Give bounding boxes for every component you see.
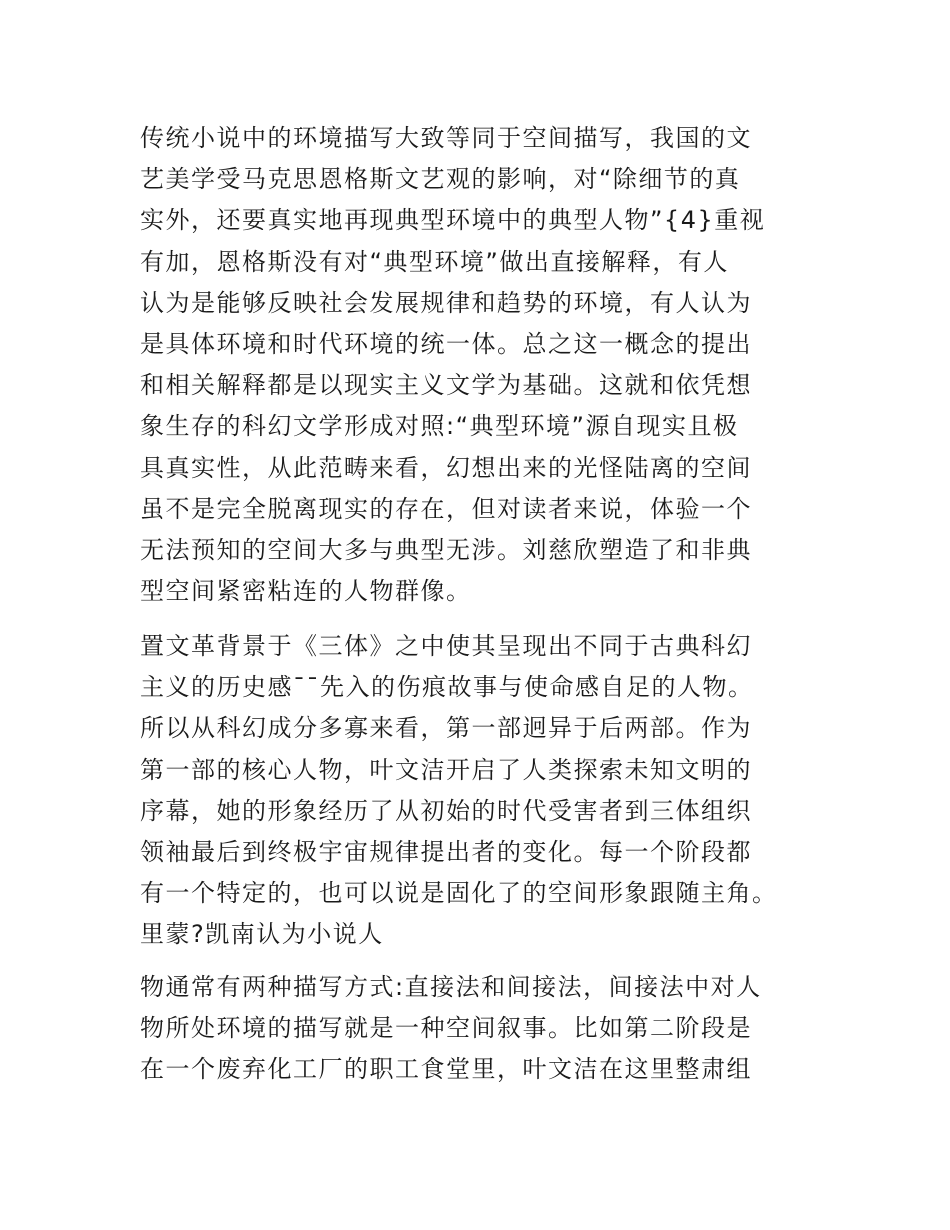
text-line: 无法预知的空间大多与典型无涉。刘慈欣塑造了和非典 — [140, 535, 752, 564]
text-line: 第一部的核心人物，叶文洁开启了人类探索未知文明的 — [140, 755, 752, 784]
text-line: 传统小说中的环境描写大致等同于空间描写，我国的文 — [140, 124, 752, 152]
text-line: 认为是能够反映社会发展规律和趋势的环境，有人认为 — [140, 288, 752, 317]
text-line: 型空间紧密粘连的人物群像。 — [140, 577, 472, 606]
text-line: 有一个特定的，也可以说是固化了的空间形象跟随主角。 — [140, 879, 778, 908]
text-line: 领袖最后到终极宇宙规律提出者的变化。每一个阶段都 — [140, 837, 752, 866]
text-line: 艺美学受马克思恩格斯文艺观的影响，对“除细节的真 — [140, 165, 741, 194]
text-line: 里蒙?凯南认为小说人 — [140, 920, 384, 949]
text-line: 虽不是完全脱离现实的存在，但对读者来说，体验一个 — [140, 494, 752, 523]
text-line: 序幕，她的形象经历了从初始的时代受害者到三体组织 — [140, 796, 752, 825]
paragraph-2 — [140, 626, 820, 956]
text-line: 象生存的科幻文学形成对照:“典型环境”源自现实且极 — [140, 412, 739, 441]
paragraph-1 — [140, 118, 820, 612]
text-line: 具真实性，从此范畴来看，幻想出来的光怪陆离的空间 — [140, 453, 752, 482]
text-line: 物通常有两种描写方式:直接法和间接法，间接法中对人 — [140, 973, 762, 1001]
paragraph-3 — [140, 967, 820, 1091]
text-line: 实外，还要真实地再现典型环境中的典型人物”{4}重视 — [140, 206, 766, 235]
text-line: 主义的历史感¯¯先入的伤痕故事与使命感自足的人物。 — [140, 673, 754, 702]
text-line: 和相关解释都是以现实主义文学为基础。这就和依凭想 — [140, 371, 752, 400]
text-line: 有加，恩格斯没有对“典型环境”做出直接解释，有人 — [140, 247, 729, 276]
text-line: 置文革背景于《三体》之中使其呈现出不同于古典科幻 — [140, 632, 752, 660]
text-line: 在一个废弃化工厂的职工食堂里，叶文洁在这里整肃组 — [140, 1055, 752, 1084]
text-line: 物所处环境的描写就是一种空间叙事。比如第二阶段是 — [140, 1014, 752, 1043]
text-line: 是具体环境和时代环境的统一体。总之这一概念的提出 — [140, 329, 752, 358]
text-line: 所以从科幻成分多寡来看，第一部迥异于后两部。作为 — [140, 714, 752, 743]
